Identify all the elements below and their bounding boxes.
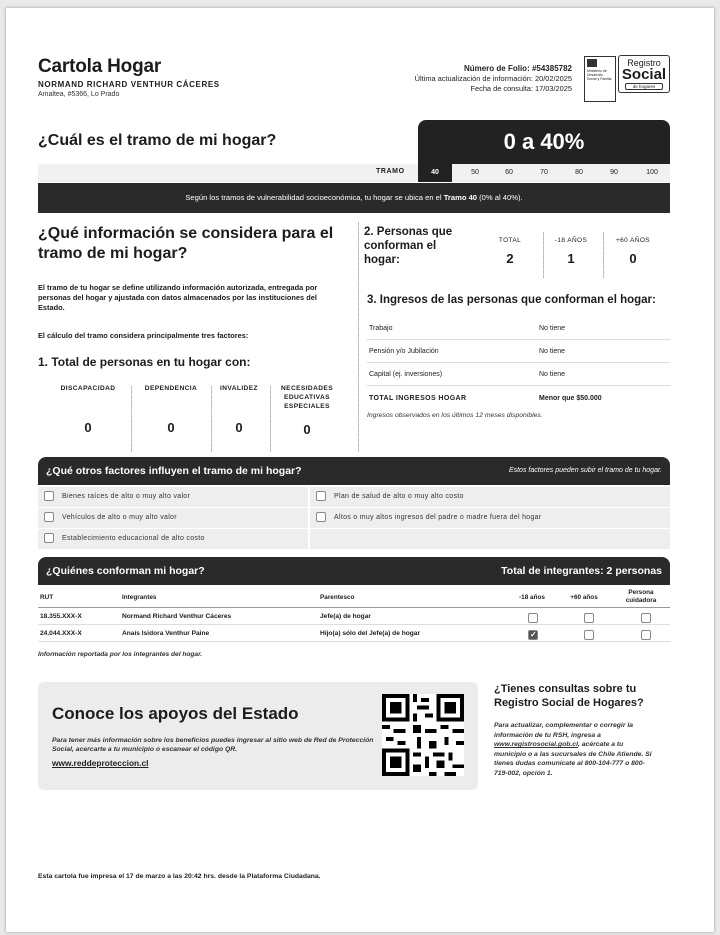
column-header: Persona cuidadora	[625, 589, 657, 604]
personas-col-value: 2	[506, 251, 514, 266]
cuidadora-checkbox[interactable]	[641, 613, 651, 623]
checkbox[interactable]	[44, 491, 54, 501]
divider	[211, 386, 212, 452]
mayor60-checkbox[interactable]	[584, 630, 594, 640]
ministerio-logo: Ministerio de Desarrollo Social y Familia	[584, 56, 616, 102]
menor18-checkbox[interactable]	[528, 630, 538, 640]
coat-of-arms-icon	[587, 59, 597, 67]
divider	[543, 232, 544, 278]
factor-value: 0	[167, 420, 175, 435]
folio-number: Número de Folio: #54385782	[463, 64, 572, 73]
tramo-cell: 90	[610, 169, 618, 176]
info-factors-intro: El cálculo del tramo considera principalmente tres factores:	[38, 331, 249, 340]
tramo-cell: 40	[418, 164, 452, 182]
ingresos-note: Ingresos observados en los últimos 12 meses disponibles.	[367, 412, 543, 419]
consultas-description: Para actualizar, complementar o corregir la información de tu RSH, ingresa a www.registrosocial.gob.cl, acércate a tu municipio o a las sucursales de Chile Atiende. Si tienes dudas comunícate al 800-104-777 o 800-719-002, opción 1.	[494, 722, 652, 777]
ingreso-row: Pensión y/o Jubilación No tiene	[367, 341, 670, 363]
table-row: 24.044.XXX-X Anaís Isidora Venthur Paine Hijo(a) sólo del Jefe(a) de hogar ✓	[38, 626, 670, 642]
consultas-title: ¿Tienes consultas sobre tu Registro Social de Hogares?	[494, 683, 644, 709]
table-row: 18.355.XXX-X Normand Richard Venthur Cáceres Jefe(a) de hogar	[38, 609, 670, 625]
tramo-cell: 100	[646, 169, 658, 176]
integrantes-header: ¿Quiénes conforman mi hogar? Total de integrantes: 2 personas	[38, 557, 670, 585]
factor-label: INVALIDEZ	[220, 385, 258, 392]
factor-item: Altos o muy altos ingresos del padre o madre fuera del hogar	[310, 508, 670, 528]
factor-item: Plan de salud de alto o muy alto costo	[310, 487, 670, 507]
personas-title: 2. Personas que conforman el hogar:	[364, 226, 453, 266]
consult-date: Fecha de consulta: 17/03/2025	[470, 84, 572, 93]
ingreso-total-row: TOTAL INGRESOS HOGAR Menor que $50.000	[369, 395, 602, 402]
tramo-scale	[38, 164, 670, 182]
tramo-cell: 50	[471, 169, 479, 176]
checkbox[interactable]	[44, 533, 54, 543]
document-meta	[415, 64, 572, 94]
holder-address: Amaltea, #5366, Lo Prado	[38, 91, 120, 98]
column-header: Integrantes	[122, 594, 157, 601]
tramo-cell: 80	[575, 169, 583, 176]
apoyos-card	[38, 682, 478, 790]
factor-item: Establecimiento educacional de alto costo	[38, 529, 308, 549]
tramo-value: 0 a 40%	[418, 120, 670, 164]
personas-col-label: -18 AÑOS	[554, 237, 588, 244]
personas-col-label: TOTAL	[498, 237, 522, 244]
checkbox[interactable]	[316, 491, 326, 501]
factor-label: NECESIDADES EDUCATIVAS ESPECIALES	[280, 385, 334, 410]
total-personas-title: 1. Total de personas en tu hogar con:	[38, 355, 251, 369]
info-question: ¿Qué información se considera para el tramo de mi hogar?	[38, 225, 334, 262]
table-header-rule	[38, 607, 670, 608]
divider	[603, 232, 604, 278]
info-paragraph: El tramo de tu hogar se define utilizando información autorizada, entregada por personas del hogar y ajustada con datos almacenados por las instituciones del Estado.	[38, 283, 318, 312]
factor-item: Bienes raíces de alto o muy alto valor	[38, 487, 308, 507]
rsh-link[interactable]: www.registrosocial.gob.cl	[494, 741, 578, 749]
tramo-banner: Según los tramos de vulnerabilidad socioeconómica, tu hogar se ubica en el Tramo 40 (0% al 40%).	[38, 183, 670, 213]
otros-factores-header: ¿Qué otros factores influyen el tramo de mi hogar? Estos factores pueden subir el tramo de tu hogar.	[38, 457, 670, 485]
apoyos-title: Conoce los apoyos del Estado	[52, 704, 299, 723]
factor-value: 0	[84, 420, 92, 435]
divider	[270, 386, 271, 452]
column-header: RUT	[40, 594, 54, 601]
factor-label: DEPENDENCIA	[144, 385, 198, 392]
tramo-question: ¿Cuál es el tramo de mi hogar?	[38, 132, 277, 149]
ingreso-row: Trabajo No tiene	[367, 318, 670, 340]
tramo-scale-label: TRAMO	[376, 168, 405, 175]
checkbox[interactable]	[44, 512, 54, 522]
checkbox[interactable]	[316, 512, 326, 522]
factor-item: Vehículos de alto o muy alto valor	[38, 508, 308, 528]
factor-value: 0	[303, 422, 311, 437]
column-header: +60 años	[570, 594, 598, 601]
divider	[131, 386, 132, 452]
personas-col-label: +60 AÑOS	[615, 237, 651, 244]
menor18-checkbox[interactable]	[528, 613, 538, 623]
print-footer: Esta cartola fue impresa el 17 de marzo a las 20:42 hrs. desde la Plataforma Ciudadana.	[38, 873, 321, 880]
ingreso-row: Capital (ej. inversiones) No tiene	[367, 364, 670, 386]
column-header: -18 años	[519, 594, 545, 601]
section-divider	[358, 222, 359, 452]
apoyos-description: Para tener más información sobre los beneficios puedes ingresar al sitio web de Red de Protección Social, acercarte a tu municipio o escanear el código QR.	[52, 737, 374, 753]
factor-item-empty	[310, 529, 670, 549]
page-title: Cartola Hogar	[38, 56, 162, 77]
factor-label: DISCAPACIDAD	[60, 385, 116, 392]
integrantes-note: Información reportada por los integrantes del hogar.	[38, 651, 203, 658]
rsh-logo: Registro Social de hogares	[618, 55, 670, 93]
ingresos-title: 3. Ingresos de las personas que conforman el hogar:	[367, 294, 656, 306]
apoyos-link[interactable]: www.reddeproteccion.cl	[52, 758, 149, 768]
personas-col-value: 1	[567, 251, 575, 266]
tramo-cell: 60	[505, 169, 513, 176]
personas-col-value: 0	[629, 251, 637, 266]
factor-value: 0	[235, 420, 243, 435]
last-update: Última actualización de información: 20/02/2025	[414, 74, 572, 83]
tramo-cell: 70	[540, 169, 548, 176]
column-header: Parentesco	[320, 594, 355, 601]
qr-code-icon[interactable]	[382, 694, 464, 776]
cuidadora-checkbox[interactable]	[641, 630, 651, 640]
holder-name: NORMAND RICHARD VENTHUR CÁCERES	[38, 80, 220, 89]
mayor60-checkbox[interactable]	[584, 613, 594, 623]
